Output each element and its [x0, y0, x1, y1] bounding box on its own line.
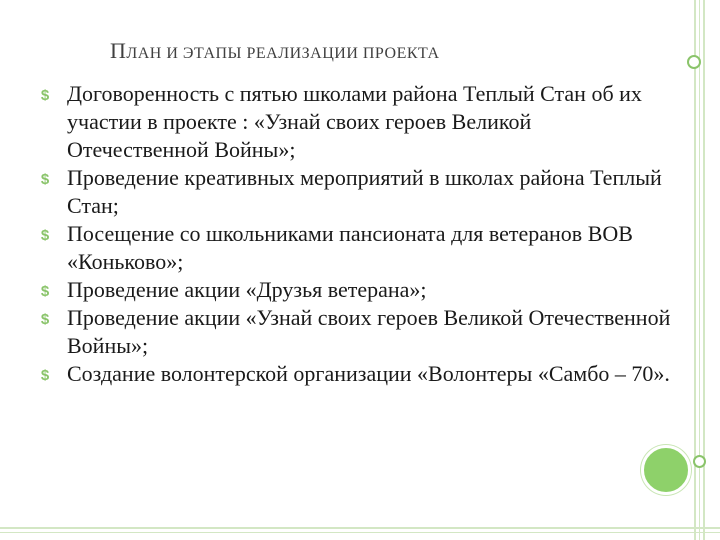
- slide-title-initial: П: [110, 38, 127, 63]
- dollar-sign-icon: [38, 367, 52, 381]
- dollar-sign-icon: [38, 87, 52, 101]
- svg-text:$: $: [40, 311, 50, 325]
- list-item: [36, 304, 676, 360]
- svg-text:$: $: [40, 171, 50, 185]
- list-item-text: Посещение со школьниками пансионата для ветеранов ВОВ «Коньково»;: [67, 221, 633, 274]
- list-item: [36, 276, 676, 304]
- decorative-circle-small: [693, 455, 706, 468]
- dollar-sign-icon: [38, 311, 52, 325]
- list-item: [36, 80, 676, 164]
- list-item-text: Договоренность с пятью школами района Теплый Стан об их участии в проекте : «Узнай своих героев Великой Отечественной Войны»;: [67, 81, 642, 162]
- svg-text:$: $: [40, 227, 50, 241]
- decorative-circle-large: [641, 445, 691, 495]
- frame-line-horizontal: [0, 527, 720, 529]
- dollar-sign-icon: [38, 283, 52, 297]
- bullet-list: [36, 80, 676, 388]
- slide-title-rest: ЛАН И ЭТАПЫ РЕАЛИЗАЦИИ ПРОЕКТА: [126, 45, 440, 62]
- dollar-sign-icon: [38, 171, 52, 185]
- list-item: [36, 360, 676, 388]
- dollar-sign-icon: [38, 227, 52, 241]
- list-item-text: Проведение креативных мероприятий в школах района Теплый Стан;: [67, 165, 662, 218]
- slide-title: [110, 38, 630, 64]
- list-item-text: Проведение акции «Узнай своих героев Великой Отечественной Войны»;: [67, 305, 671, 358]
- svg-text:$: $: [40, 87, 50, 101]
- decorative-circle-top: [687, 55, 701, 69]
- frame-line-horizontal: [0, 532, 720, 533]
- svg-text:$: $: [40, 367, 50, 381]
- list-item-text: Проведение акции «Друзья ветерана»;: [67, 277, 427, 302]
- list-item: [36, 164, 676, 220]
- list-item: [36, 220, 676, 276]
- svg-text:$: $: [40, 283, 50, 297]
- list-item-text: Создание волонтерской организации «Волонтеры «Самбо – 70».: [67, 361, 670, 386]
